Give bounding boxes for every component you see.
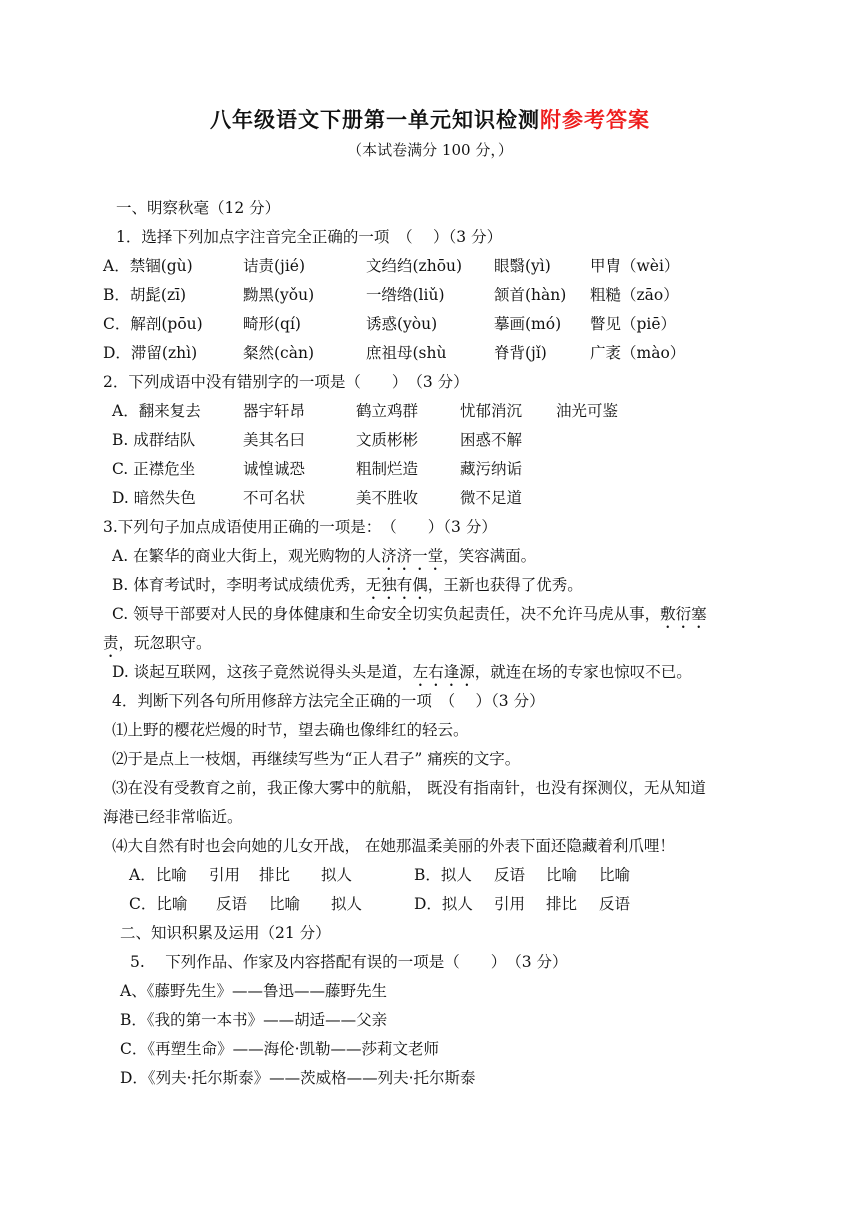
q3-option-b <box>112 575 583 603</box>
q2-option-cell: B. 成群结队 <box>112 431 196 449</box>
q4-option-c-item: 拟人 <box>331 895 363 913</box>
section2-heading: 二、知识积累及运用（21 分） <box>120 924 331 942</box>
q2-option-cell: 困惑不解 <box>460 431 523 449</box>
q4-option-d: D．拟人 <box>414 895 473 913</box>
q4-option-b-item: 比喻 <box>546 866 578 884</box>
q4-option-a-item: 引用 <box>209 866 241 884</box>
q2-option-cell: 诚惶诚恐 <box>243 460 306 478</box>
q3-d-idiom: 左右逢源 <box>412 663 475 681</box>
q2-option-cell: 文质彬彬 <box>356 431 419 449</box>
q5-option-c: C．《再塑生命》——海伦·凯勒——莎莉文老师 <box>120 1040 440 1058</box>
q1-option-item: 一绺绺(liǔ) <box>366 286 445 304</box>
q2-option-cell: 鹤立鸡群 <box>356 402 419 420</box>
q2-option-cell: 不可名状 <box>243 489 306 507</box>
q4-sentence-3: ⑶在没有受教育之前，我正像大雾中的航船， 既没有指南针，也没有探测仪，无从知道 <box>112 779 706 797</box>
q1-stem: 1．选择下列加点字注音完全正确的一项 （ ）（3 分） <box>116 228 503 246</box>
q4-option-d-item: 引用 <box>494 895 526 913</box>
q1-option-item: 眼翳(yì) <box>494 257 551 275</box>
q1-option-label: D．滞留(zhì) <box>103 344 198 362</box>
q4-option-a-item: 排比 <box>259 866 291 884</box>
q3-stem: 3.下列句子加点成语使用正确的一项是： （ ）（3 分） <box>103 518 497 536</box>
page-title <box>0 104 860 134</box>
q2-option-cell: 美其名曰 <box>243 431 306 449</box>
section1-heading: 一、明察秋毫（12 分） <box>116 199 281 217</box>
q4-option-a-item: 拟人 <box>321 866 353 884</box>
q4-option-a: A．比喻 <box>129 866 187 884</box>
q2-option-row <box>0 401 860 421</box>
q3-d-text-end: ，就连在场的专家也惊叹不已。 <box>474 663 692 681</box>
q3-a-text: A. 在繁华的商业大街上，观光购物的人 <box>112 547 382 565</box>
q3-d-text: D. 谈起互联网，这孩子竟然说得头头是道， <box>112 663 413 681</box>
q3-a-text-end: ，笑容满面。 <box>443 547 537 565</box>
q1-option-item: 颔首(hàn) <box>494 286 567 304</box>
q4-option-d-item: 排比 <box>546 895 578 913</box>
q2-option-row <box>0 430 860 450</box>
q1-option-row <box>0 256 860 276</box>
q3-b-text: B. 体育考试时，李明考试成绩优秀， <box>112 576 366 594</box>
q3-option-d <box>112 662 692 690</box>
q3-option-c-line2 <box>103 633 212 661</box>
q4-option-b-item: 反语 <box>494 866 526 884</box>
q1-option-row <box>0 285 860 305</box>
q4-sentence-1: ⑴上野的樱花烂熳的时节，望去确也像绯红的轻云。 <box>112 721 469 739</box>
q1-option-item: 脊背(jǐ) <box>494 344 547 362</box>
q2-stem: 2．下列成语中没有错别字的一项是（ ） （3 分） <box>103 373 469 391</box>
q4-option-c: C．比喻 <box>129 895 188 913</box>
q4-option-b-item: 比喻 <box>599 866 631 884</box>
q2-option-cell: 微不足道 <box>460 489 523 507</box>
q3-c-idiom: 敷衍塞 <box>660 605 707 623</box>
q1-option-item: 甲胄（wèi） <box>590 257 680 275</box>
q1-option-item: 文绉绉(zhōu) <box>366 257 463 275</box>
q1-option-row <box>0 314 860 334</box>
q3-b-idiom: 无独有偶 <box>365 576 428 594</box>
q3-c-idiom-end: 责 <box>103 634 119 652</box>
q1-option-item: 瞥见（piē） <box>590 315 677 333</box>
q3-c-text: C. 领导干部要对人民的身体健康和生命安全切实负起责任，决不允许马虎从事， <box>112 605 661 623</box>
page-subtitle: （本试卷满分 100 分，） <box>347 141 513 159</box>
title-answer-note: 附参考答案 <box>540 107 650 132</box>
q2-option-cell: A．翻来复去 <box>112 402 201 420</box>
title-main: 八年级语文下册第一单元知识检测 <box>210 107 540 132</box>
q1-option-label: B．胡髭(zī) <box>103 286 187 304</box>
q1-option-label: C．解剖(pōu) <box>103 315 203 333</box>
q4-option-row <box>0 865 860 885</box>
q3-a-idiom: 济济一堂 <box>381 547 444 565</box>
q4-stem: 4．判断下列各句所用修辞方法完全正确的一项 （ ）（3 分） <box>112 692 545 710</box>
q2-option-cell: 油光可鉴 <box>556 402 619 420</box>
q2-option-row <box>0 459 860 479</box>
q1-option-item: 诘责(jié) <box>243 257 306 275</box>
q4-option-c-item: 反语 <box>216 895 248 913</box>
q4-sentence-3-cont: 海港已经非常临近。 <box>103 808 243 826</box>
q4-option-c-item: 比喻 <box>269 895 301 913</box>
q5-option-b: B．《我的第一本书》——胡适——父亲 <box>120 1011 388 1029</box>
q4-sentence-4: ⑷大自然有时也会向她的儿女开战， 在她那温柔美丽的外表下面还隐藏着利爪哩！ <box>112 837 675 855</box>
q1-option-item: 广袤（mào） <box>590 344 686 362</box>
q1-option-item: 庶祖母(shù <box>366 344 447 362</box>
q2-option-cell: 忧郁消沉 <box>460 402 523 420</box>
q2-option-row <box>0 488 860 508</box>
q5-stem: 5. 下列作品、作家及内容搭配有误的一项是（ ） （3 分） <box>130 953 568 971</box>
q1-option-item: 粲然(càn) <box>243 344 314 362</box>
q3-c-text-end: ，玩忽职守。 <box>118 634 212 652</box>
q1-option-item: 摹画(mó) <box>494 315 562 333</box>
q4-sentence-2: ⑵于是点上一枝烟，再继续写些为“正人君子” 痛疾的文字。 <box>112 750 521 768</box>
q2-option-cell: 粗制烂造 <box>356 460 419 478</box>
q5-option-d: D．《列夫·托尔斯泰》——茨威格——列夫·托尔斯泰 <box>120 1069 476 1087</box>
q2-option-cell: 藏污纳诟 <box>460 460 523 478</box>
q2-option-cell: 器宇轩昂 <box>243 402 306 420</box>
q4-option-b: B．拟人 <box>414 866 472 884</box>
q1-option-row <box>0 343 860 363</box>
q3-option-a <box>112 546 536 574</box>
q3-b-text-end: ，王新也获得了优秀。 <box>427 576 583 594</box>
q5-option-a: A、《藤野先生》——鲁迅——藤野先生 <box>120 982 387 1000</box>
q1-option-label: A．禁锢(gù) <box>103 257 193 275</box>
q2-option-cell: 美不胜收 <box>356 489 419 507</box>
q3-option-c-line1 <box>112 604 707 632</box>
q2-option-cell: D. 暗然失色 <box>112 489 196 507</box>
q1-option-item: 畸形(qí) <box>243 315 301 333</box>
q1-option-item: 诱惑(yòu) <box>366 315 438 333</box>
q4-option-row <box>0 894 860 914</box>
q1-option-item: 黝黑(yǒu) <box>243 286 315 304</box>
q2-option-cell: C. 正襟危坐 <box>112 460 196 478</box>
q1-option-item: 粗糙（zāo） <box>590 286 679 304</box>
q4-option-d-item: 反语 <box>599 895 631 913</box>
